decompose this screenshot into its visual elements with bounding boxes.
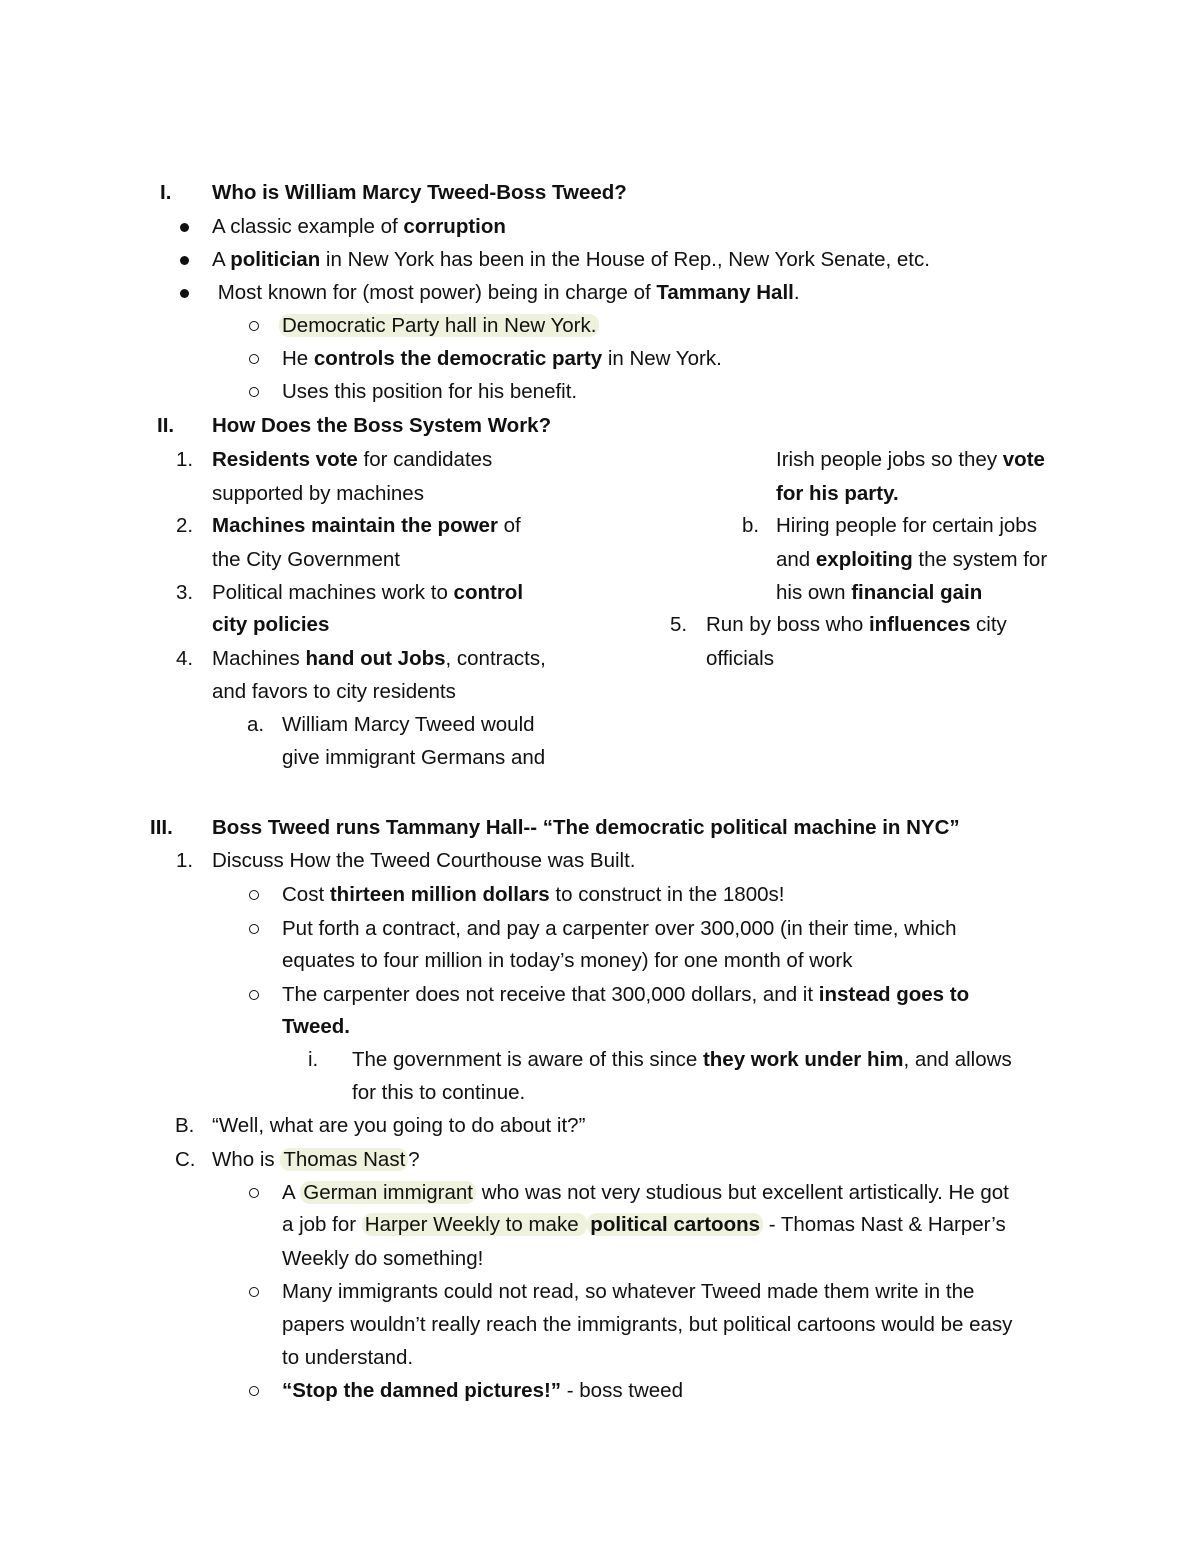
list-item: Hiring people for certain jobs xyxy=(776,514,1037,537)
list-roman: i. xyxy=(308,1048,319,1071)
bullet-icon xyxy=(180,289,189,298)
list-item-continuation: Tweed. xyxy=(282,1015,350,1038)
list-item-continuation: give immigrant Germans and xyxy=(282,746,546,769)
list-number: 3. xyxy=(176,581,194,604)
circle-bullet-icon xyxy=(249,1188,259,1198)
section-3-title: Boss Tweed runs Tammany Hall-- “The democratic political machine in NYC” xyxy=(212,816,960,839)
section-1-numeral: I. xyxy=(160,181,172,204)
section-3-numeral: III. xyxy=(150,816,173,839)
list-letter: b. xyxy=(742,514,760,537)
list-item-continuation: and exploiting the system for xyxy=(776,548,1048,571)
list-item-continuation: the City Government xyxy=(212,548,400,571)
list-item: The carpenter does not receive that 300,000 dollars, and it instead goes to xyxy=(282,983,970,1006)
circle-bullet-icon xyxy=(249,387,259,397)
list-item-continuation: for his party. xyxy=(776,482,899,505)
list-item: “Well, what are you going to do about it?” xyxy=(212,1114,586,1137)
list-number: 1. xyxy=(176,448,194,471)
circle-bullet-icon xyxy=(249,924,259,934)
list-item-continuation: his own financial gain xyxy=(776,581,983,604)
list-item-continuation: to understand. xyxy=(282,1346,414,1369)
circle-bullet-icon xyxy=(249,890,259,900)
list-item-continuation: equates to four million in today’s money) for one month of work xyxy=(282,949,853,972)
circle-bullet-icon xyxy=(249,990,259,1000)
circle-bullet-icon xyxy=(249,354,259,364)
list-item: Cost thirteen million dollars to construct in the 1800s! xyxy=(282,883,785,906)
list-number: 1. xyxy=(176,849,194,872)
list-item: Residents vote for candidates xyxy=(212,448,493,471)
list-item-continuation: Irish people jobs so they vote xyxy=(776,448,1045,471)
list-item: Who is Thomas Nast ? xyxy=(212,1148,420,1171)
list-item: Put forth a contract, and pay a carpenter over 300,000 (in their time, which xyxy=(282,917,957,940)
list-number: 5. xyxy=(670,613,688,636)
section-1-title: Who is William Marcy Tweed-Boss Tweed? xyxy=(212,181,627,204)
list-item: Many immigrants could not read, so whatever Tweed made them write in the xyxy=(282,1280,975,1303)
list-item-continuation: Weekly do something! xyxy=(282,1247,484,1270)
list-item: Political machines work to control xyxy=(212,581,524,604)
list-item: A classic example of corruption xyxy=(212,215,506,238)
list-item: “Stop the damned pictures!” - boss tweed xyxy=(282,1379,683,1402)
list-item-continuation: a job for Harper Weekly to make political cartoons - Thomas Nast & Harper’s xyxy=(282,1213,1006,1236)
list-letter: C. xyxy=(175,1148,196,1171)
circle-bullet-icon xyxy=(249,321,259,331)
list-item: Machines maintain the power of xyxy=(212,514,521,537)
list-number: 2. xyxy=(176,514,194,537)
list-item-continuation: officials xyxy=(706,647,774,670)
list-item-continuation: city policies xyxy=(212,613,330,636)
list-item: William Marcy Tweed would xyxy=(282,713,535,736)
list-item: Machines hand out Jobs, contracts, xyxy=(212,647,546,670)
circle-bullet-icon xyxy=(249,1386,259,1396)
list-item: Uses this position for his benefit. xyxy=(282,380,578,403)
list-item: Democratic Party hall in New York. xyxy=(279,313,599,339)
list-item: Run by boss who influences city xyxy=(706,613,1007,636)
list-item: The government is aware of this since they work under him, and allows xyxy=(352,1048,1012,1071)
list-item-continuation: supported by machines xyxy=(212,482,424,505)
bullet-icon xyxy=(180,223,189,232)
section-2-title: How Does the Boss System Work? xyxy=(212,414,552,437)
list-item-continuation: for this to continue. xyxy=(352,1081,526,1104)
bullet-icon xyxy=(180,256,189,265)
list-item: A politician in New York has been in the House of Rep., New York Senate, etc. xyxy=(212,248,930,271)
list-item: A German immigrant who was not very studious but excellent artistically. He got xyxy=(282,1181,1009,1204)
list-item: He controls the democratic party in New York. xyxy=(282,347,722,370)
list-item-continuation: papers wouldn’t really reach the immigrants, but political cartoons would be easy xyxy=(282,1313,1013,1336)
section-2-numeral: II. xyxy=(157,414,175,437)
list-letter: B. xyxy=(175,1114,195,1137)
list-item-continuation: and favors to city residents xyxy=(212,680,456,703)
list-item: Most known for (most power) being in charge of Tammany Hall. xyxy=(212,281,800,304)
circle-bullet-icon xyxy=(249,1287,259,1297)
list-letter: a. xyxy=(247,713,265,736)
list-item: Discuss How the Tweed Courthouse was Built. xyxy=(212,849,636,872)
list-number: 4. xyxy=(176,647,194,670)
